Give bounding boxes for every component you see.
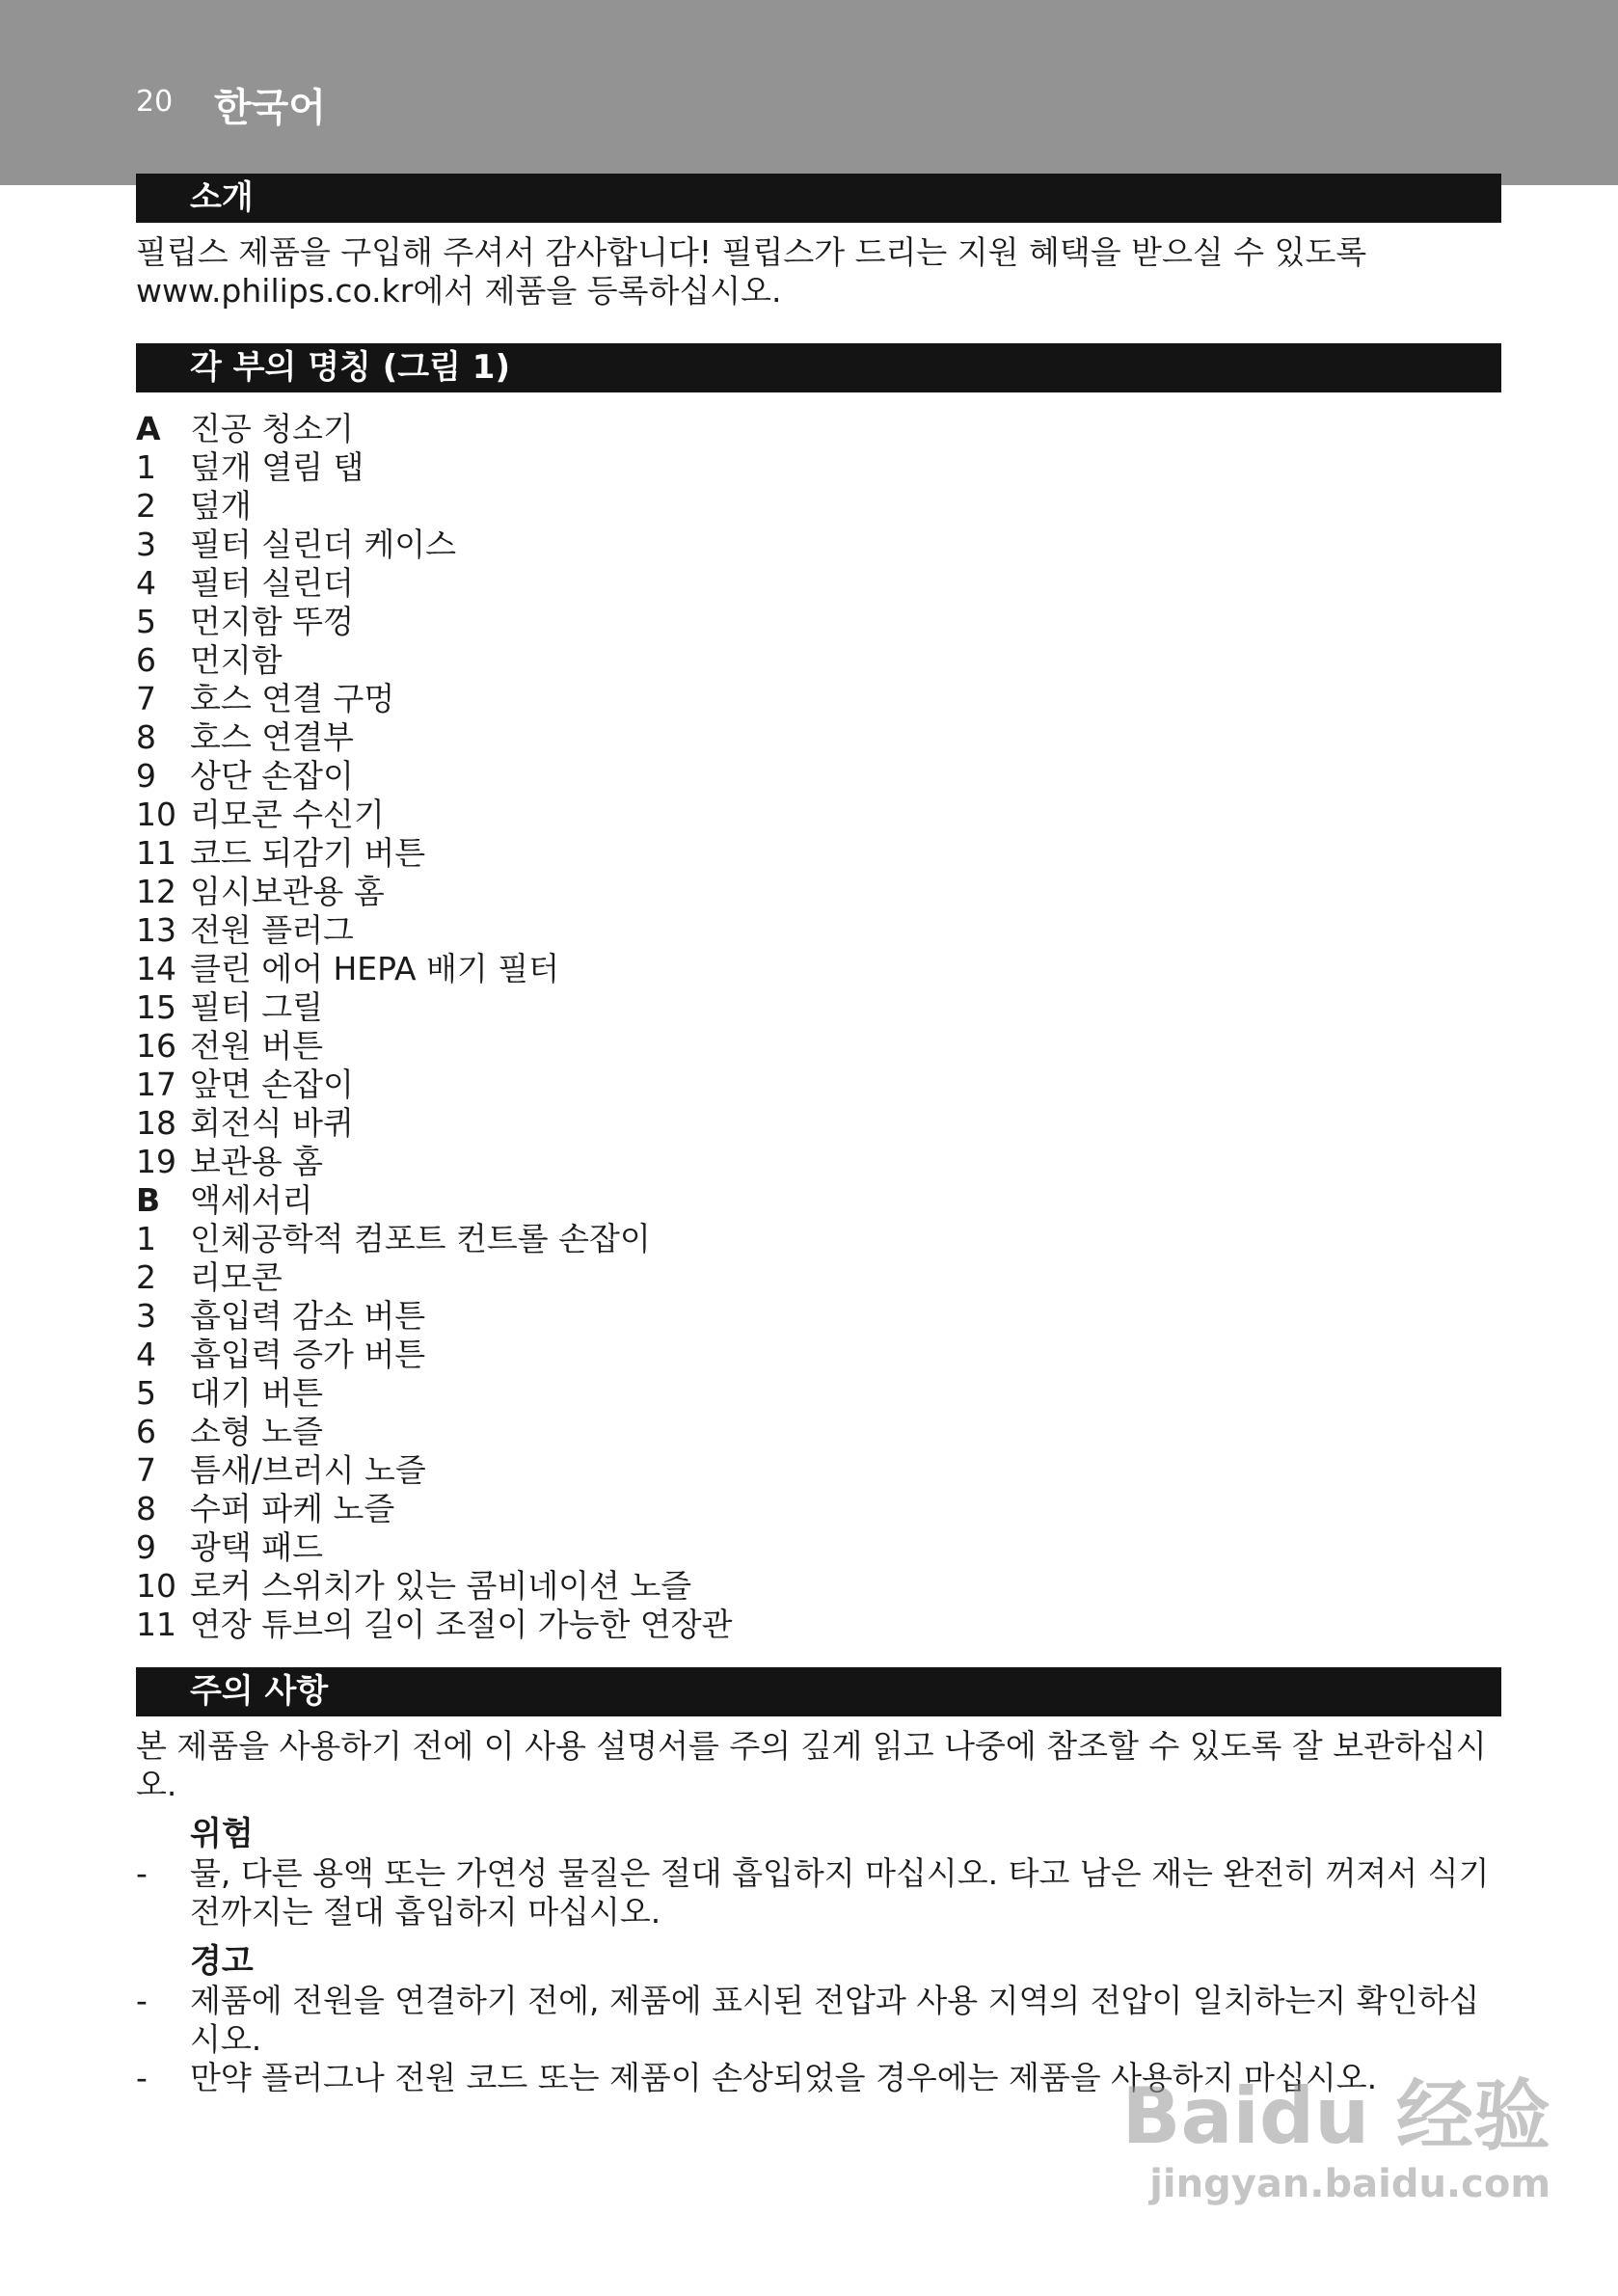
item-label: 임시보관용 홈: [190, 873, 385, 910]
danger-heading: 위험: [190, 1815, 254, 1853]
list-item: [136, 680, 1501, 718]
list-item: [136, 448, 1501, 487]
list-item: [136, 873, 1501, 911]
item-label: 틈새/브러시 노즐: [190, 1451, 426, 1489]
list-item: [136, 526, 1501, 564]
item-number: 3: [136, 1297, 156, 1335]
item-label: 상단 손잡이: [190, 757, 354, 795]
list-item: [136, 1982, 1501, 2059]
watermark: [1122, 2073, 1551, 2208]
danger-list: [136, 1854, 1501, 1931]
item-number: 8: [136, 1490, 156, 1527]
list-item: [136, 757, 1501, 796]
list-item: [136, 1220, 1501, 1258]
item-label: 보관용 홈: [190, 1143, 324, 1180]
item-number: 5: [136, 1374, 156, 1412]
item-label: 흡입력 증가 버튼: [190, 1336, 426, 1373]
list-item: [136, 641, 1501, 680]
warning-item-text: 만약 플러그나 전원 코드 또는 제품이 손상되었을 경우에는 제품을 사용하지 마십시오.: [190, 2059, 1378, 2096]
item-number: 17: [136, 1066, 176, 1103]
item-number: 1: [136, 448, 156, 486]
list-item: [136, 834, 1501, 873]
item-number: 9: [136, 1528, 156, 1566]
item-number: 8: [136, 718, 156, 756]
item-label: 대기 버튼: [190, 1374, 324, 1412]
item-label: 진공 청소기: [190, 410, 354, 447]
item-label: 전원 버튼: [190, 1027, 324, 1065]
item-number: 4: [136, 1336, 156, 1373]
list-item: [136, 487, 1501, 526]
list-item: [136, 988, 1501, 1027]
item-number: 10: [136, 796, 176, 833]
item-number: 4: [136, 564, 156, 602]
item-label: 흡입력 감소 버튼: [190, 1297, 426, 1335]
page-content: [136, 174, 1501, 2097]
item-label: 소형 노즐: [190, 1413, 324, 1450]
list-item: [136, 1374, 1501, 1413]
item-number: 5: [136, 603, 156, 640]
warning-item-text: 제품에 전원을 연결하기 전에, 제품에 표시된 전압과 사용 지역의 전압이 일치하는지 확인하십시오.: [190, 1982, 1480, 2058]
intro-text: 필립스 제품을 구입해 주셔서 감사합니다! 필립스가 드리는 지원 혜택을 받으실 수 있도록 www.philips.co.kr에서 제품을 등록하십시오.: [136, 233, 1367, 310]
list-item: [136, 1143, 1501, 1181]
item-label: 수퍼 파케 노즐: [190, 1490, 395, 1527]
list-item: [136, 950, 1501, 988]
item-label: 호스 연결 구멍: [190, 680, 395, 717]
item-label: 호스 연결부: [190, 718, 354, 756]
item-label: 필터 실린더: [190, 564, 354, 602]
item-label: 먼지함 뚜껑: [190, 603, 354, 640]
bullet-dash: -: [136, 1854, 148, 1892]
list-item: [136, 603, 1501, 641]
list-item: [136, 1297, 1501, 1336]
list-item: [136, 1027, 1501, 1066]
watermark-brand: Baidu 经验: [1121, 2071, 1551, 2161]
page-number: 20: [136, 85, 174, 119]
item-label: 필터 실린더 케이스: [190, 526, 457, 563]
list-item: [136, 1413, 1501, 1451]
item-label: 리모콘: [190, 1258, 283, 1296]
item-label: 인체공학적 컴포트 컨트롤 손잡이: [190, 1220, 651, 1257]
item-label: 연장 튜브의 길이 조절이 가능한 연장관: [190, 1606, 733, 1643]
section-heading-parts: 각 부의 명칭 (그림 1): [136, 343, 1501, 392]
item-label: 전원 플러그: [190, 911, 354, 949]
caution-text: 본 제품을 사용하기 전에 이 사용 설명서를 주의 깊게 읽고 나중에 참조할 수 있도록 잘 보관하십시오.: [136, 1727, 1487, 1803]
danger-item-text: 물, 다른 용액 또는 가연성 물질은 절대 흡입하지 마십시오. 타고 남은 재는 완전히 꺼져서 식기 전까지는 절대 흡입하지 마십시오.: [190, 1854, 1490, 1931]
list-item: [136, 1854, 1501, 1931]
item-number: 16: [136, 1027, 176, 1065]
item-number: 1: [136, 1220, 156, 1257]
item-number: 13: [136, 911, 176, 949]
item-label: 앞면 손잡이: [190, 1066, 354, 1103]
item-number: 9: [136, 757, 156, 795]
section-heading-intro: 소개: [136, 174, 1501, 223]
list-item: [136, 911, 1501, 950]
item-number: 12: [136, 873, 176, 910]
list-item: [136, 1104, 1501, 1143]
item-label: 회전식 바퀴: [190, 1104, 354, 1142]
item-label: 덮개: [190, 487, 252, 525]
item-number: 2: [136, 487, 156, 525]
item-label: 클린 에어 HEPA 배기 필터: [190, 950, 560, 987]
item-label: 덮개 열림 탭: [190, 448, 364, 486]
section-heading-caution: 주의 사항: [136, 1667, 1501, 1716]
list-item: [136, 1066, 1501, 1104]
item-number: 11: [136, 1606, 176, 1643]
list-item: [136, 718, 1501, 757]
item-number: 7: [136, 1451, 156, 1489]
item-number: 10: [136, 1567, 176, 1605]
list-item: [136, 1336, 1501, 1374]
item-label: 리모콘 수신기: [190, 796, 385, 833]
list-item: [136, 1451, 1501, 1490]
list-item: [136, 1181, 1501, 1220]
bullet-dash: -: [136, 2059, 148, 2096]
parts-list: [136, 410, 1501, 1644]
item-number: 18: [136, 1104, 176, 1142]
bullet-dash: -: [136, 1982, 148, 2019]
item-number: 6: [136, 1413, 156, 1450]
item-number: 3: [136, 526, 156, 563]
list-item: [136, 1528, 1501, 1567]
item-label: 먼지함: [190, 641, 283, 679]
header-band: [0, 0, 1618, 185]
item-number: 14: [136, 950, 176, 987]
list-item: [136, 1258, 1501, 1297]
warning-heading: 경고: [190, 1942, 254, 1981]
item-label: 로커 스위치가 있는 콤비네이션 노즐: [190, 1567, 692, 1605]
item-number: A: [136, 410, 161, 447]
item-label: 액세서리: [190, 1181, 313, 1219]
list-item: [136, 1567, 1501, 1606]
watermark-url: jingyan.baidu.com: [1149, 2162, 1551, 2206]
item-number: 2: [136, 1258, 156, 1296]
list-item: [136, 410, 1501, 448]
item-number: 11: [136, 834, 176, 872]
list-item: [136, 1490, 1501, 1528]
item-label: 코드 되감기 버튼: [190, 834, 426, 872]
list-item: [136, 1606, 1501, 1644]
item-number: B: [136, 1181, 161, 1219]
list-item: [136, 564, 1501, 603]
item-label: 필터 그릴: [190, 988, 324, 1026]
item-label: 광택 패드: [190, 1528, 324, 1566]
item-number: 15: [136, 988, 176, 1026]
item-number: 6: [136, 641, 156, 679]
item-number: 7: [136, 680, 156, 717]
list-item: [136, 796, 1501, 834]
item-number: 19: [136, 1143, 176, 1180]
language-title: 한국어: [214, 86, 326, 130]
